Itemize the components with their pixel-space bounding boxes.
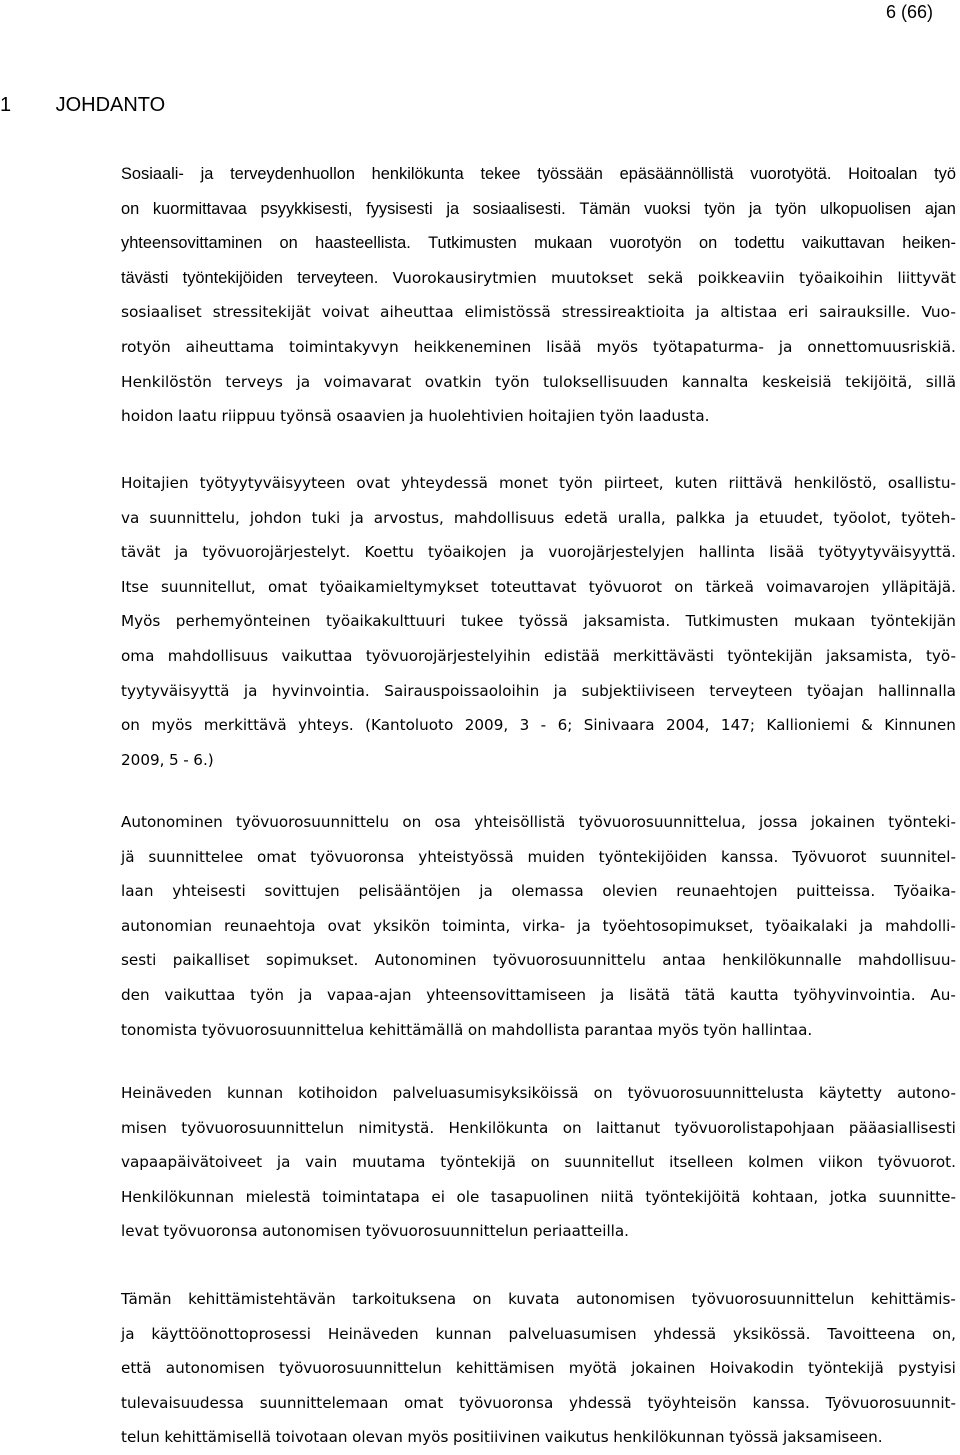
text-line: rotyön aiheuttama toimintakyvyn heikkeneminen lisää myös työtapaturma- ja onnettomuusriskiä. [121,337,956,356]
paragraph-1 [121,157,956,434]
text-line: ja käyttöönottoprosessi Heinäveden kunnan palveluasumisen yhdessä yksikössä. Tavoitteena on, [121,1324,956,1343]
text-line: Tämän kehittämistehtävän tarkoituksena on kuvata autonomisen työvuorosuunnittelun kehittämis- [121,1290,956,1308]
text-line: Heinäveden kunnan kotihoidon palveluasumisyksiköissä on työvuorosuunnittelusta käytetty autono- [121,1084,956,1102]
text-line: den vaikuttaa työn ja vapaa-ajan yhteensovittamiseen ja lisätä tätä kautta työhyvinvointia. Au- [121,985,956,1004]
text-line: tyytyväisyyttä ja hyvinvointia. Sairauspoissaoloihin ja subjektiiviseen terveyteen työajan hallinnalla [121,681,956,700]
chapter-number: 1 [0,94,12,116]
text-line: oma mahdollisuus vaikuttaa työvuorojärjestelyihin edistää merkittävästi työntekijän jaksamista, työ- [121,646,956,665]
text-line: va suunnittelu, johdon tuki ja arvostus, mahdollisuus edetä uralla, palkka ja etuudet, työolot, työteh- [121,508,956,527]
text-line: tonomista työvuorosuunnittelua kehittämällä on mahdollista parantaa myös työn hallintaa. [121,1020,813,1039]
text-line: Henkilökunnan mielestä toimintatapa ei ole tasapuolinen niitä työntekijöitä kohtaan, jotka suunnitte- [121,1187,956,1206]
text-line: levat työvuoronsa autonomisen työvuorosuunnittelun periaatteilla. [121,1222,630,1241]
text-line: laan yhteisesti sovittujen pelisääntöjen ja olemassa olevien reunaehtojen puitteissa. Työaika- [121,882,956,901]
text-line: Hoitajien työtyytyväisyyteen ovat yhteydessä monet työn piirteet, kuten riittävä henkilöstö, osallistu- [121,474,956,492]
paragraph-2 [121,466,956,777]
text-line: tulevaisuudessa suunnittelemaan omat työvuoronsa yhdessä työyhteisön kanssa. Työvuorosuunnit- [121,1393,956,1412]
text-line: tävät ja työvuorojärjestelyt. Koettu työaikojen ja vuorojärjestelyjen hallinta lisää työtyytyväisyyttä. [121,543,956,562]
text-line: autonomian reunaehtoja ovat yksikön toiminta, virka- ja työehtosopimukset, työaikalaki ja mahdolli- [121,916,956,935]
text-line: Henkilöstön terveys ja voimavarat ovatkin työn tuloksellisuuden kannalta keskeisiä tekijöitä, sillä [121,372,956,391]
text-line: vapaapäivätoiveet ja vain muutama työntekijä on suunnitellut itselleen kolmen viikon työvuorot. [121,1153,956,1172]
chapter-heading [0,94,165,117]
text-line: sesti paikalliset sopimukset. Autonominen työvuorosuunnittelu antaa henkilökunnalle mahdollisuu- [121,951,956,970]
text-line: Autonominen työvuorosuunnittelu on osa yhteisöllistä työvuorosuunnittelua, jossa jokainen työnteki- [121,813,956,831]
text-line: sosiaaliset stressitekijät voivat aiheuttaa elimistössä stressireaktioita ja altistaa eri sairauksille. Vuo- [121,303,956,322]
text-line: tävästi työntekijöiden terveyteen. Vuorokausirytmien muutokset sekä poikkeaviin työaikoihin liittyvät [121,268,956,287]
paragraph-3 [121,805,956,1047]
text-line: että autonomisen työvuorosuunnittelun kehittämisen myötä jokainen Hoivakodin työntekijä pystyisi [121,1359,956,1378]
chapter-title: JOHDANTO [55,94,166,116]
text-line: misen työvuorosuunnittelun nimitystä. Henkilökunta on laittanut työvuorolistapohjaan pääasiallisesti [121,1118,956,1137]
text-line: Myös perhemyönteinen työaikakulttuuri tukee työssä jaksamista. Tutkimusten mukaan työntekijän [121,612,956,631]
text-line: Sosiaali- ja terveydenhuollon henkilökunta tekee työssään epäsäännöllistä vuorotyötä. Hoitoalan työ [121,165,956,183]
text-line: Itse suunnitellut, omat työaikamieltymykset toteuttavat työvuorot on tärkeä voimavarojen ylläpitäjä. [121,577,956,596]
text-line: on myös merkittävä yhteys. (Kantoluoto 2009, 3 - 6; Sinivaara 2004, 147; Kallioniemi & Kinnunen [121,716,956,735]
text-line: telun kehittämisellä toivotaan olevan myös positiivinen vaikutus henkilökunnan työssä jaksamiseen. [121,1428,883,1447]
text-line: hoidon laatu riippuu työnsä osaavien ja huolehtivien hoitajien työn laadusta. [121,407,710,426]
page-number: 6 (66) [885,2,933,22]
paragraph-5 [121,1282,956,1455]
text-line: 2009, 5 - 6.) [121,750,214,769]
paragraph-4 [121,1076,956,1249]
text-line: on kuormittavaa psyykkisesti, fyysisesti ja sosiaalisesti. Tämän vuoksi työn ja työn ulkopuolisen ajan [121,199,956,218]
text-line: yhteensovittaminen on haasteellista. Tutkimusten mukaan vuorotyön on todettu vaikuttavan heiken- [121,234,956,253]
text-line: jä suunnittelee omat työvuoronsa yhteistyössä muiden työntekijöiden kanssa. Työvuorot suunnitel- [121,847,956,866]
